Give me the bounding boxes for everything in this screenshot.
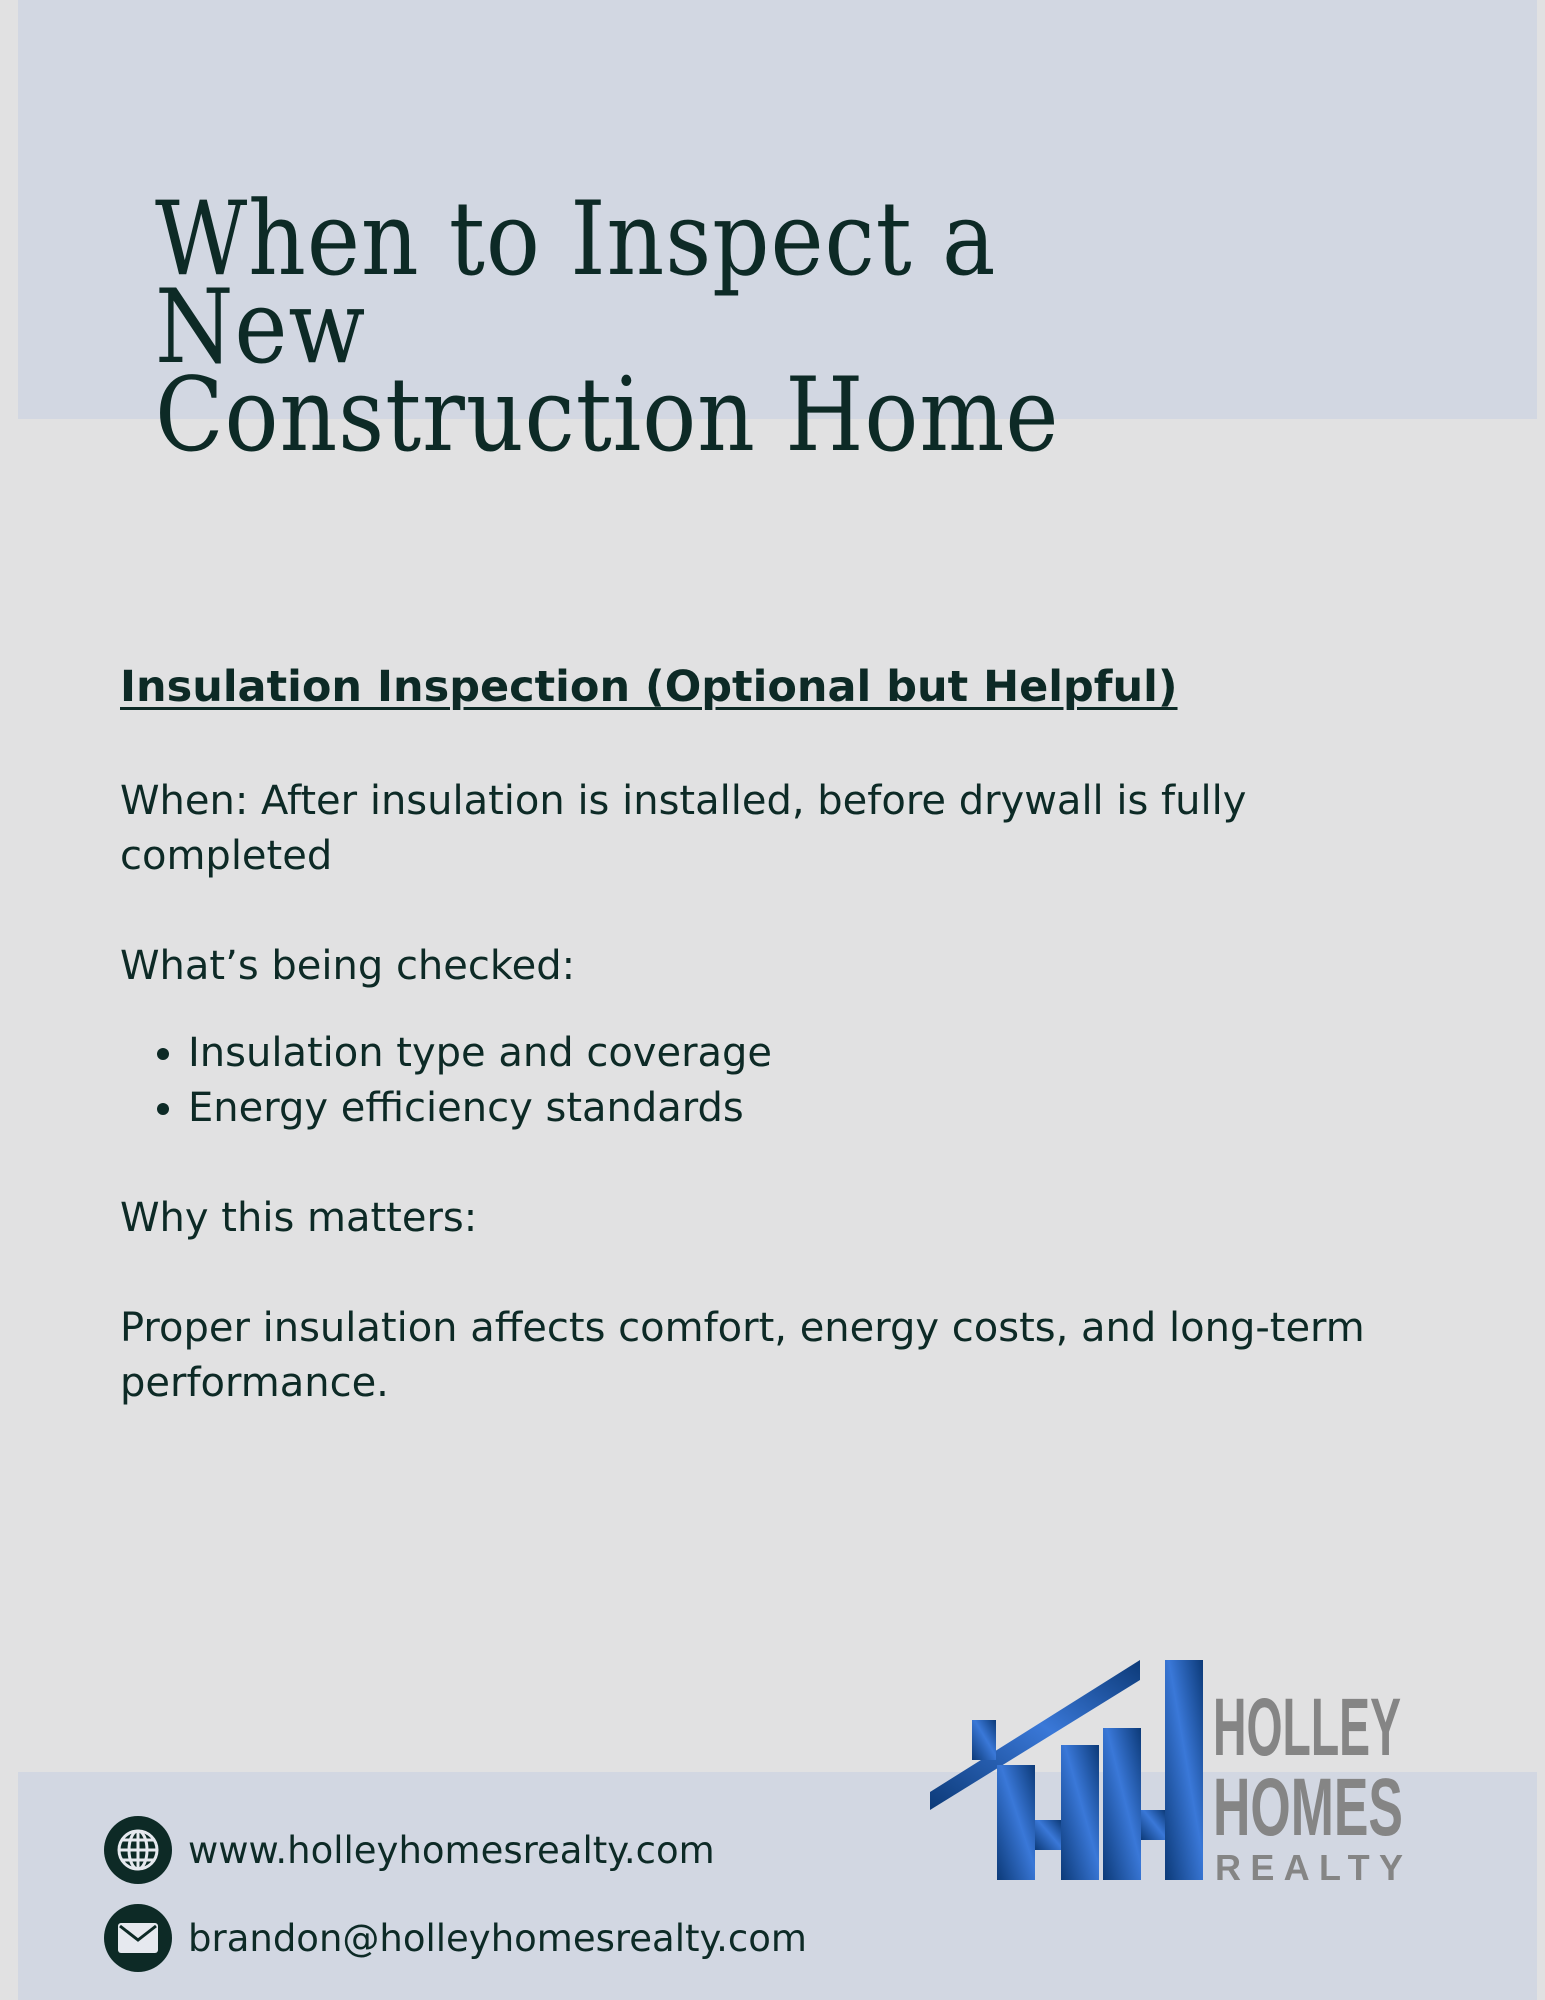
logo-graphic bbox=[925, 1650, 1405, 1890]
why-label: Why this matters: bbox=[120, 1195, 478, 1241]
website-contact[interactable] bbox=[104, 1816, 715, 1884]
email-contact[interactable] bbox=[104, 1904, 807, 1972]
title-line-2: Construction Home bbox=[155, 356, 1060, 476]
checked-list bbox=[120, 1026, 1420, 1136]
logo-text-realty: REALTY bbox=[1215, 1847, 1403, 1888]
hh-monogram bbox=[930, 1660, 1203, 1880]
why-text: Proper insulation affects comfort, energy costs, and long-term performance. bbox=[120, 1305, 1365, 1406]
email-link[interactable]: brandon@holleyhomesrealty.com bbox=[188, 1916, 807, 1960]
list-item: • Insulation type and coverage bbox=[188, 1026, 1420, 1081]
envelope-icon bbox=[104, 1904, 172, 1972]
logo-text-homes: HOMES bbox=[1213, 1762, 1403, 1853]
logo-text-holley: HOLLEY bbox=[1213, 1682, 1401, 1773]
list-item: • Energy efficiency standards bbox=[188, 1081, 1420, 1136]
website-link[interactable]: www.holleyhomesrealty.com bbox=[188, 1828, 715, 1872]
main-content bbox=[120, 660, 1420, 1466]
checked-label: What’s being checked: bbox=[120, 943, 576, 989]
holley-homes-logo bbox=[925, 1650, 1405, 1890]
when-text: When: After insulation is installed, before drywall is fully completed bbox=[120, 778, 1247, 879]
section-heading: Insulation Inspection (Optional but Helpful) bbox=[120, 662, 1178, 712]
globe-icon bbox=[104, 1816, 172, 1884]
page-title bbox=[155, 180, 1211, 476]
title-line-1: When to Inspect a New bbox=[155, 180, 997, 388]
